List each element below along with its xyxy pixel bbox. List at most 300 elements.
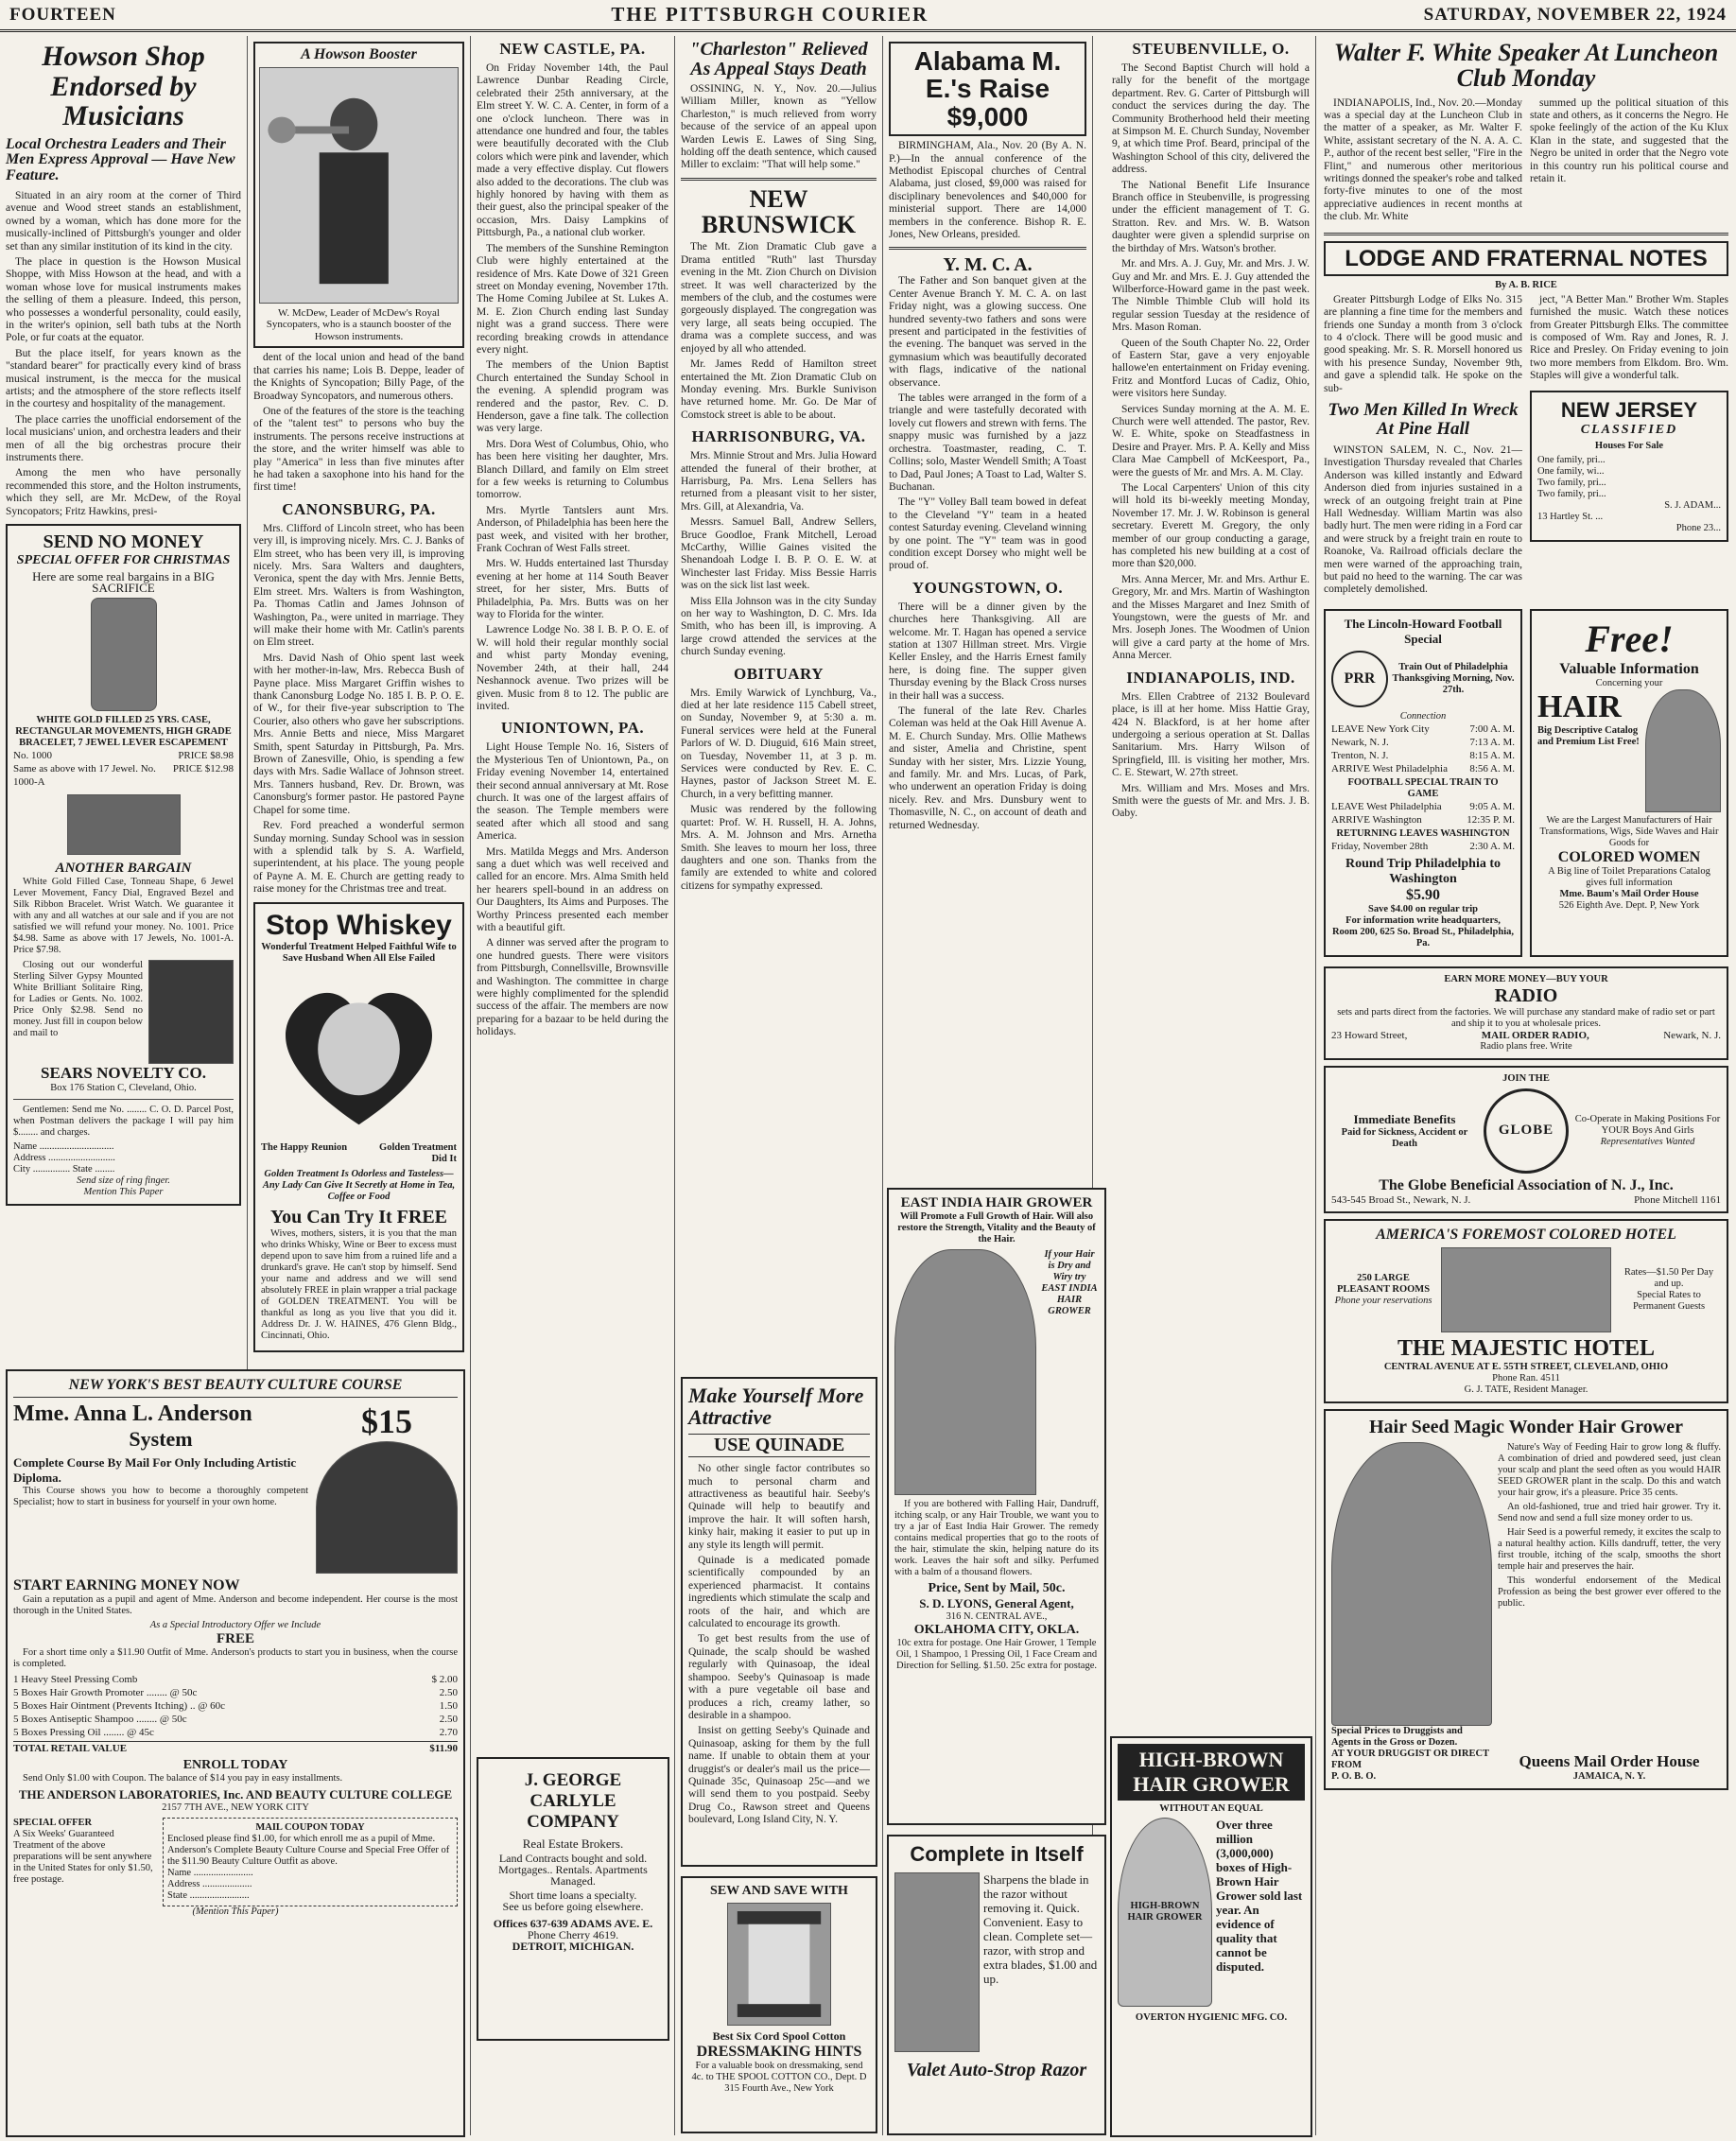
sewsave-best: Best Six Cord Spool Cotton [712,2029,846,2043]
hairseed-city: JAMAICA, N. Y. [1572,1770,1646,1782]
lincoln-connection: Connection [1399,710,1447,722]
carlyle-line5: Offices 637-639 ADAMS AVE. E. [493,1917,653,1930]
steubenville-p1: The Second Baptist Church will hold a rally for the benefit of the mortgage department. Rev. G. Carter of Pittsburgh will conduct the services during the day. The Community Brotherhood held their meeting at Simpson M. E. Church Sunday, November 9, at which time Prof. Beard, principal of the Washington School of this city, delivered the address. [1112,62,1310,176]
lincoln-special-row [1331,813,1515,827]
newjersey-l1: One family, pri... [1537,454,1606,465]
steubenville-p5: Services Sunday morning at the A. M. E. Church were well attended. The pastor, Rev. W. E. White, spoke on Steadfastness in Desire and Prayer. Mrs. P. A. Kelly and Miss Clara Mae Campbell of McKeesport, Pa., were the guests of Mr. and Mrs. A. M. Clay. [1112,403,1310,479]
east-india-ad [887,1188,1106,1825]
beauty-special-offer: SPECIAL OFFER [13,1818,93,1828]
hairseed-p1: Nature's Way of Feeding Hair to grow long & fluffy. A combination of dried and powdered seed, just clean your scalp and plant the seed often as you would HAIR SEED GROWER plant in the scalp. Do this and watch your hair grow, it's a pleasure. Price 35 cents. [1498,1441,1721,1498]
globe-phone: Phone Mitchell 1161 [1634,1193,1721,1206]
canonsburg-dateline: CANONSBURG, PA. [282,499,436,518]
hairseed-pobo: P. O. B. O. [1331,1770,1377,1782]
howson-p3: But the place itself, for years known as the "standard bearer" for practically every kind of brass musical instrument, is the mecca for the musical artists; and the atmosphere of the store reflects itself in the courtesy and hospitality of the management. [6,347,241,410]
beauty-item-label: 5 Boxes Antiseptic Shampoo ........ @ 50c [13,1714,187,1725]
whiskey-sub: Wonderful Treatment Helped Faithful Wife to Save Husband When All Else Failed [261,941,457,964]
lincoln-connection-row [1331,749,1515,762]
carlyle-ad [477,1757,669,2041]
globe-paid: Paid for Sickness, Accident or Death [1341,1126,1468,1149]
lincoln-return-row: Friday, November 28th 2:30 A. M. [1331,840,1515,852]
bargain-text: White Gold Filled Case, Tonneau Shape, 6 Jewel Lever Movement, Fancy Dial, Engraved Bezel and Silk Ribbon Bracelet. Wrist Watch. We guarantee it with any and all watches at our sale and if you are not satisfied we will refund your money. No. 1001. Price $4.98. Same as above with 17 Jewels, No. 1001-A. Price $7.98. [13,877,234,956]
newcastle-p7: Lawrence Lodge No. 38 I. B. P. O. E. of W. will hold their regular monthly social and whist party Monday evening, November 24th, at their hall, 244 Neshannock avenue. Two prizes will be given. Music from 8 to 12. The public are invited. [477,624,668,712]
sewsave-ad [681,1876,877,2133]
lincoln-connection-value: 8:56 A. M. [1469,762,1515,775]
howson-p4: The place carries the unofficial endorsement of the local musicians' union, and orchestra leaders and their men of all the big orchestras procure their instruments there. [6,413,241,464]
canonsburg-p2: Mrs. David Nash of Ohio spent last week with her mother-in-law, Mrs. Rebecca Bush of Payne place. Miss Margaret Griffin wishes to thank Canonsburg Lodge No. 185 I. B. P. O. E. of W., for their five-year subscription to The Courier, also others who gave her subscriptions. Mrs. Annie Betts and niece, Miss Margaret Smith, spent Saturday in Pittsburgh, Pa. Mrs. Brown of Zanesville, Ohio, is spending a few days with Mrs. Sadie Wallace of Johnson street. Mrs. Tanners husband, Rev. Dr. Brown, was Canonsburg's former pastor. He pastored Payne Chapel for some time. [253,652,464,816]
lincoln-connection-row [1331,722,1515,736]
globe-addr: 543-545 Broad St., Newark, N. J. [1331,1193,1471,1206]
carlyle-line4: See us before going elsewhere. [502,1900,644,1913]
radio-addr: 23 Howard Street, [1331,1029,1408,1041]
sears-coupon: Gentlemen: Send me No. ........ C. O. D. Parcel Post, when Postman delivers the package I will pay him $........ and charges. [13,1105,234,1139]
beauty-free-desc: For a short time only a $11.90 Outfit of Mme. Anderson's products to start you in business, when the course is completed. [13,1647,458,1669]
beauty-item-value: $ 2.00 [431,1674,458,1685]
lincoln-fare: $5.90 [1406,886,1440,903]
price1: PRICE $8.98 [178,750,234,762]
page-number: FOURTEEN [9,4,116,25]
radio-plans: Radio plans free. Write [1480,1040,1572,1052]
beauty-item-row [13,1726,458,1739]
hairseed-special: Special Prices to Druggists and Agents in the Gross or Dozen. [1331,1725,1463,1748]
majestic-addr: CENTRAL AVENUE AT E. 55TH STREET, CLEVELAND, OHIO [1383,1361,1669,1372]
beauty-name: Mme. Anna L. Anderson [13,1401,252,1426]
east-india-body: If you are bothered with Falling Hair, Dandruff, itching scalp, or any Hair Trouble, we want you to try a jar of East India Hair Grower. The remedy contains medical properties that go to the roots of the hair, stimulate the skin, helping nature do its work. Leaves the hair soft and silky. Perfumed with a balm of a thousand flowers. [894,1499,1099,1577]
hairseed-ad [1324,1409,1728,1790]
howson-p1: Situated in an airy room at the corner of Third avenue and Wood street stands an establishment, owned by a woman, which has done more for the musically-inclined of Pittsburgh's younger and older set than any similar institution of its kind in the city. [6,189,241,252]
newjersey-phone: Phone 23... [1675,522,1721,533]
newcastle-p1: On Friday November 14th, the Paul Lawrence Dunbar Reading Circle, celebrated their 25th anniversary, at the Elm street Y. W. C. A. Center, in form of a one o'clock luncheon. There was in attendance one hundred and four, the tables were beautifully decorated with the Club colors which were pink and lavender, which made a very effective display. Cut flowers also added to the decorations. The club was highly honored by having with them as their guest, also the principal speaker of the occasion, Mrs. Daisy Lampkins of Pittsburgh, Pa., a national club worker. [477,62,668,239]
ring-image [148,960,234,1064]
sewsave-hints: DRESSMAKING HINTS [696,2044,862,2060]
beauty-price: $15 [361,1402,412,1440]
hotel-building-image [1441,1247,1611,1332]
beauty-start-desc: Gain a reputation as a pupil and agent of Mme. Anderson and become independent. Her course is the most thorough in the United States. [13,1594,458,1616]
highbrown-desc: Over three million (3,000,000) boxes of High-Brown Hair Grower sold last year. An evidence of quality that cannot be disputed. [1216,1818,1303,1974]
lincoln-connection-label: ARRIVE West Philadelphia [1331,762,1448,775]
ymca-p2: The tables were arranged in the form of a triangle and were tastefully decorated with lovely cut flowers and strewn with ferns. The snappy music was furnished by a jazz orchestra. Toastmaster, reading, C. T. Collins; solo, Master Wendell Smith; A Toast to Dad, Paul Jones; A Toast to Lad, Walter S. Buchanan. [889,392,1086,493]
howson-p2: The place in question is the Howson Musical Shoppe, with Miss Howson at the head, and with a woman whose love for musical instruments makes the selling of them a pleasure. Indeed, this person, who possesses a wonderful personality, could easily, in the writer's opinion, sell bath tubs at the North Pole, or fur coats at the equator. [6,255,241,344]
east-india-agent-addr: 316 N. CENTRAL AVE., [946,1611,1048,1622]
lincoln-round: Round Trip Philadelphia to Washington [1345,856,1502,886]
quinade-title: Make Yourself More Attractive [688,1384,864,1430]
lodge-title: LODGE AND FRATERNAL NOTES [1345,245,1708,271]
radio-earn: EARN MORE MONEY—BUY YOUR [1444,973,1608,984]
youngstown-p1: There will be a dinner given by the churches here Thanksgiving. All are welcome. Mr. T. Hagan has opened a service station at 1307 Hillman street. Mrs. Virgie Keller Ensley, and the Harris Ernest family here, is doing fine. The supper given Thursday evening by the Black Cross nurses in their hall was a success. [889,601,1086,702]
beauty-item-label: 5 Boxes Pressing Oil ........ @ 45c [13,1727,154,1738]
newjersey-houses: Houses For Sale [1594,440,1664,451]
send-money-sub: SPECIAL OFFER FOR CHRISTMAS [16,553,231,568]
hair-valuable: Valuable Information [1559,660,1699,677]
newjersey-l4: Two family, pri... [1537,488,1606,499]
lincoln-connection-value: 7:13 A. M. [1469,736,1515,748]
uniontown-p2: Mrs. Matilda Meggs and Mrs. Anderson sang a duet which was well received and called for an encore. Mrs. Alma Smith held her hearers spell-bound in an address on Our Daughters, Its Aims and Purposes. The Worthy Princess presented each member with a beautiful gift. [477,845,668,933]
beauty-coupon-state: State ........................ [167,1890,250,1901]
alabama-box [889,42,1086,136]
lodge-by: By A. B. RICE [1495,279,1557,290]
ring-size: Send size of ring finger. [77,1175,170,1187]
beauty-item-label: 5 Boxes Hair Ointment (Prevents Itching) .. @ 60c [13,1700,225,1712]
howson-headline: Howson Shop Endorsed by Musicians [42,41,205,131]
highbrown-without: WITHOUT AN EQUAL [1159,1803,1263,1814]
carlyle-line7: DETROIT, MICHIGAN. [512,1940,634,1953]
watch1-desc: WHITE GOLD FILLED 25 YRS. CASE, RECTANGULAR MOVEMENTS, HIGH GRADE BRACELET, 7 JEWEL LEVER ESCAPEMENT [15,715,232,749]
steubenville-p4: Queen of the South Chapter No. 22, Order of Eastern Star, gave a very enjoyable hallowe'en entertainment on Friday evening. Fritz and Montford Lucas of Cadiz, Ohio, were visitors here Sunday. [1112,337,1310,400]
beauty-enroll-desc: Send Only $1.00 with Coupon. The balance of $14 you pay in easy installments. [23,1773,343,1784]
coupon-address: Address ........................... [13,1153,115,1164]
hairseed-p2: An old-fashioned, true and tried hair grower. Try it. Send now and send a full size money order to us. [1498,1501,1721,1523]
globe-logo-icon: GLOBE [1484,1088,1569,1174]
booster-box [253,42,464,348]
newjersey-l2: One family, wi... [1537,465,1605,477]
prr-logo-icon: PRR [1331,651,1388,707]
beauty-item-row [13,1713,458,1726]
east-india-price: Price, Sent by Mail, 50c. [928,1581,1066,1595]
beauty-banner: NEW YORK'S BEST BEAUTY CULTURE COURSE [13,1377,458,1398]
sears-company: SEARS NOVELTY CO. [41,1064,206,1083]
brunswick-headline: NEW BRUNSWICK [701,184,857,239]
obituary-title: OBITUARY [733,664,825,683]
ymca-p3: The "Y" Volley Ball team bowed in defeat to the Cleveland "Y" team in a heated contest Saturday evening. Cleveland winning by one point. The "Y" team was in good condition except Dorsey who might well be proud of. [889,496,1086,572]
booster-p1: dent of the local union and head of the band that carries his name; Lois B. Deppe, leader of the Knights of Syncopation; Billy Page, of the Broadway Syncopators, and numerous others. [253,352,464,402]
lincoln-connection-value: 7:00 A. M. [1469,722,1515,735]
lincoln-return-head: RETURNING LEAVES WASHINGTON [1336,827,1510,839]
majestic-name: THE MAJESTIC HOTEL [1397,1335,1656,1361]
whiskey-body: Wives, mothers, sisters, it is you that the man who drinks Whisky, Wine or Beer to excess must depend upon to save him from a ruined life and a drunkard's grave. He can't stop by himself. Send your name and address and we will send absolutely FREE in plain wrapper a trial package of GOLDEN TREATMENT. You will be thankful as long as you live that you did it. Address Dr. J. W. HAINES, 476 Glenn Bldg., Cincinnati, Ohio. [261,1227,457,1341]
price1-label: No. 1000 [13,750,52,762]
east-india-city: OKLAHOMA CITY, OKLA. [913,1623,1080,1637]
hair-colored: COLORED WOMEN [1557,848,1701,865]
price-row-2 [13,762,234,789]
lincoln-special-label: LEAVE West Philadelphia [1331,800,1442,812]
quinade-ad [681,1377,877,1867]
heart-icon [261,968,457,1139]
beauty-coupon-name: Name ........................ [167,1868,253,1878]
price2-label: Same as above with 17 Jewel. No. 1000-A [13,763,156,789]
ymca-p1: The Father and Son banquet given at the Center Avenue Branch Y. M. C. A. on last Friday night, was a glowing success. One hundred seventy-two fathers and sons were present and participated in the festivities of the evening. The banquet was served in the gymnasium which was beautifully decorated with flags, indicative of the national observance. [889,275,1086,389]
lincoln-ad [1324,609,1522,957]
harrisonburg-p3: Miss Ella Johnson was in the city Sunday on her way to Washington, D. C. Mrs. Ida Smith, who has been ill, is improving. A large crowd attended the services at the church Sunday evening. [681,595,877,658]
carlyle-line2: Land Contracts bought and sold. Mortgages.. Rentals. Apartments Managed. [498,1852,648,1888]
harrisonburg-p2: Messrs. Samuel Ball, Andrew Sellers, Bruce Goodloe, Frank Mitchell, Leroad McCarthy, Willie Gaines visited the Shenandoah Lodge I. B. P. O. E. W. at Winchester last Friday. Miss Bessie Harris was on the sick list last week. [681,516,877,592]
whiskey-caption-right: Golden Treatment Did It [379,1141,457,1164]
autostrop-title: Complete in Itself [910,1842,1084,1866]
indianapolis-p1: Mrs. Ellen Crabtree of 2132 Boulevard place, is ill at her home. Miss Hattie Gray, 424 N. Blackford, is at her home after undergoing a serious operation at St. Dallas Sanitarium. Mrs. Harry Wilson of Springfield, Ill. is visiting her mother, Mrs. C. E. Stewart, W. 27th street. [1112,690,1310,779]
hair-company: Mme. Baum's Mail Order House [1559,888,1699,899]
pinehall-headline: Two Men Killed In Wreck At Pine Hall [1328,400,1519,440]
quinade-p4: Insist on getting Seeby's Quinade and Quinasoap, asking for them by the full name. If unable to obtain them at your druggist's or dealer's mail us the price—Quinade 35c, Quinasoap 25c—and we will send them to you postpaid. Seeby Drug Co., Rawson street and Queens boulevard, Long Island City, N. Y. [688,1725,870,1826]
lincoln-info: For information write headquarters, [1345,914,1501,926]
indianapolis-dateline: INDIANAPOLIS, IND. [1126,668,1295,687]
hair-line: A Big line of Toilet Preparations Catalog gives full information [1548,865,1710,888]
mme-baum-ad [1530,609,1728,957]
whiskey-cta: You Can Try It FREE [269,1206,448,1227]
beauty-item-value: 2.70 [439,1727,458,1738]
beauty-item-row [13,1686,458,1699]
send-money-title: SEND NO MONEY [43,531,204,553]
beauty-coupon-address: Address .................... [167,1879,252,1889]
canonsburg-p3: Rev. Ford preached a wonderful sermon Sunday morning. Sunday School was in session with a splendid talk by S. A. Warfield, superintendent, at his place. The young people of Payne A. M. E. Church are getting ready to raise money for the Christmas tree and treat. [253,820,464,896]
price-row-1 [13,749,234,762]
majestic-permanent: Special Rates to Permanent Guests [1632,1289,1706,1312]
globe-coop: Co-Operate in Making Positions For YOUR Boys And Girls [1574,1113,1721,1136]
beauty-culture-ad [6,1369,465,2137]
sears-mention: Mention This Paper [83,1187,164,1198]
watch-image [91,598,157,711]
beauty-coupon-title: MAIL COUPON TODAY [255,1822,365,1833]
hairseed-company: Queens Mail Order House [1519,1751,1700,1770]
hair-addr: 526 Eighth Ave. Dept. P, New York [1558,899,1700,911]
newcastle-p6: Mrs. W. Hudds entertained last Thursday evening at her home at 114 South Beaver street, for her sister, Mrs. Butts of Philadelphia, Pa. Mrs. Butts was on her way to Florida for the winter. [477,558,668,621]
lodge-p1: Greater Pittsburgh Lodge of Elks No. 315 are planning a fine time for the members and friends one Sunday a month from 3 o'clock to 4 o'clock. There will be good music and good speaking. Mr. S. R. Morsell honored us with his presence Sunday, November 9th, and gave a splendid talk. He spoke on the sub- [1324,293,1522,394]
autostrop-brand: Valet Auto-Strop Razor [906,2060,1087,2080]
newjersey-title: NEW JERSEY [1560,397,1698,422]
lodge-p2: ject, "A Better Man." Brother Wm. Staples furnished the music. Watch these notices from Greater Pittsburgh Elks. The committee is composed of Wm. Ray and Jones, R. J. Rice and Presley. On Friday evening to join two more members from Elkdom. Bro. Wm. Staples will give a wonderful talk. [1530,293,1728,382]
beauty-item-value: 2.50 [439,1687,458,1698]
lodge-box [1324,241,1728,276]
lincoln-room: Room 200, 625 So. Broad St., Philadelphia, Pa. [1331,926,1515,949]
beauty-total-row [13,1741,458,1755]
charleston-headline: "Charleston" Relieved As Appeal Stays Death [689,39,868,79]
thread-spool-icon [728,1904,830,2025]
column-7 [1316,36,1736,2135]
sewsave-title: SEW AND SAVE WITH [710,1884,848,1898]
beauty-system: System [129,1427,193,1451]
white-p1: INDIANAPOLIS, Ind., Nov. 20.—Monday was a special day at the Luncheon Club in the matter of a speaker, as Mr. Walter F. White, assistant secretary of the N. A. A. C. P., author of the recent best seller, "Fire in the Flint," and numerous other meritorious writings donned the speaker's robe and talked forty-five minutes to one of the most appreciative audiences in recent months at the club. Mr. White [1324,96,1522,223]
hair-hair: HAIR [1537,688,1622,724]
obituary-p2: Music was rendered by the following quartet: Prof. W. H. Russell, H. A. Johns, Mrs. A. M. Johnson and Mrs. Arnetha Smith. She leaves to mourn her loss, three daughters and one son. Thanks from the family are extended to white and colored citizens for sympathy expressed. [681,804,877,892]
white-p2: summed up the political situation of this state and others, as it concerns the Negro. He spoke feelingly of the action of the Ku Klux Klan in the state, and suggested that the Negro be united in order that the Negro vote in this country run his political course and retain it. [1530,96,1728,185]
radio-desc: sets and parts direct from the factories. We will purchase any standard make of radio set or part and ship it to you at wholesale prices. [1337,1006,1715,1029]
bargain-title: ANOTHER BARGAIN [55,861,192,877]
newcastle-dateline: NEW CASTLE, PA. [499,40,646,58]
globe-join: JOIN THE [1502,1072,1550,1084]
whiskey-title: Stop Whiskey [266,909,452,941]
hair-free: Free! [1585,617,1674,660]
radio-city: Newark, N. J. [1663,1029,1721,1041]
charleston-p1: OSSINING, N. Y., Nov. 20.—Julius William Miller, known as "Yellow Charleston," is much relieved from worry because of the service of an appeal upon Warden Lewis E. Lawes of Sing Sing, holding off the death sentence, which caused Miller to exclaim: "That will help some." [681,83,877,171]
majestic-rooms: 250 LARGE PLEASANT ROOMS [1336,1272,1431,1295]
east-india-woman [894,1249,1036,1495]
quinade-p3: To get best results from the use of Quinade, the scalp should be washed regularly with Quinasoap, the ideal shampoo. Seeby's Quinasoap is made with a pure vegetable oil base and produces a rich, creamy lather, so desirable in a shampoo. [688,1633,870,1721]
beauty-item-label: 5 Boxes Hair Growth Promoter ........ @ 50c [13,1687,198,1698]
beauty-item-row [13,1699,458,1713]
carlyle-line3: Short time loans a specialty. [509,1889,637,1902]
hair-woman-image [1645,689,1721,812]
hair-concerning: Concerning your [1595,677,1663,688]
globe-immediate: Immediate Benefits [1353,1111,1456,1126]
beauty-start: START EARNING MONEY NOW [13,1577,240,1593]
newjersey-l3: Two family, pri... [1537,477,1606,488]
lincoln-connection-label: Trenton, N. J. [1331,749,1389,761]
lincoln-connection-row [1331,736,1515,749]
steubenville-p6: The Local Carpenters' Union of this city will hold its bi-weekly meeting Monday, November 17. Mr. J. W. Robinson is general secretary. Everett M. Gregory, the only member of our group conducting a garage, has completed his new building at a cost of more than $20,000. [1112,482,1310,570]
lincoln-special-label: ARRIVE Washington [1331,813,1422,826]
alabama-p1: BIRMINGHAM, Ala., Nov. 20 (By A. N. P.)—In the annual conference of the Methodist Episcopal churches of Central Alabama, just closed, $9,000 was raised for disciplinary benevolences and $40,000 for ministerial support. There are 14,000 members in the conference. Bishop R. E. Jones, New Orleans, presided. [889,140,1086,241]
lincoln-connection-value: 8:15 A. M. [1469,749,1515,761]
lincoln-special-value: 12:35 P. M. [1467,813,1515,826]
east-india-sub: Will Promote a Full Growth of Hair. Will also restore the Strength, Vitality and the Beauty of the Hair. [897,1211,1096,1245]
newcastle-p2: The members of the Sunshine Remington Club were highly entertained at the residence of Mrs. Kate Dowe of 321 Green street on Monday evening, November 17th. The Home Coming Jubilee at St. Lukes A. M. E. Zion Church ending last Sunday night was a grand success. There were recording breaking crowds in attendance every night. [477,242,668,356]
autostrop-desc: Sharpens the blade in the razor without removing it. Quick. Convenient. Easy to clean. Complete set—razor, with strop and extra blades, $1.00 and up. [983,1872,1098,1986]
razor-image [894,1872,980,2052]
white-headline: Walter F. White Speaker At Luncheon Club Monday [1333,39,1719,93]
carlyle-name: J. GEORGE CARLYLE COMPANY [524,1770,622,1832]
majestic-banner: AMERICA'S FOREMOST COLORED HOTEL [1376,1226,1676,1243]
majestic-rates: Rates—$1.50 Per Day and up. [1623,1266,1714,1289]
highbrown-can [1118,1818,1212,2007]
harrisonburg-p1: Mrs. Minnie Strout and Mrs. Julia Howard attended the funeral of their brother, at Harrisburg, Pa. Mrs. Lena Sellers has returned from a pleasant visit to her sister, Mrs. Gill, at Alexandria, Va. [681,450,877,513]
brunswick-p2: Mr. James Redd of Hamilton street entertained the Mt. Zion Dramatic Club on Monday evening. Mrs. Burkle Sunivison have returned home. Mr. Go. De Mar of Comstock street is able to be about. [681,358,877,421]
quinade-use: USE QUINADE [688,1434,870,1457]
east-india-extra: 10c extra for postage. One Hair Grower, 1 Temple Oil, 1 Shampoo, 1 Pressing Oil, 1 Face Cream and Direction for Selling. $1.50. 25c extra for postage. [895,1638,1098,1671]
beauty-lab: THE ANDERSON LABORATORIES, Inc. AND BEAUTY CULTURE COLLEGE [18,1787,453,1802]
beauty-enroll: ENROLL TODAY [182,1758,288,1772]
east-india-agent: S. D. LYONS, General Agent, [919,1596,1074,1610]
issue-date: SATURDAY, NOVEMBER 22, 1924 [1423,4,1727,25]
majestic-reserve: Phone your reservations [1334,1295,1432,1306]
newjersey-classified: CLASSIFIED [1580,422,1678,437]
newjersey-agent: S. J. ADAM... [1664,499,1721,511]
beauty-special-offer-desc: A Six Weeks' Guaranteed Treatment of the above preparations will be sent anywhere in the United States for only $1.50, free postage. [13,1829,153,1885]
youngstown-p2: The funeral of the late Rev. Charles Coleman was held at the Oak Hill Avenue A. M. E. Church Sunday. Mrs. Ollie Mathews and sister, Amelia and Christine, spent Sunday with her sister, Mrs. Lizzie Young, and family. Mr. and Mrs. Lucas, of Park, who underwent an operation Friday is doing nicely. Rev. and Mrs. Dunsbury went to Thomasville, N. C., on account of death and returned Wednesday. [889,705,1086,831]
alabama-headline: Alabama M. E.'s Raise $9,000 [913,46,1062,131]
steubenville-dateline: STEUBENVILLE, O. [1132,40,1290,58]
globe-name: The Globe Beneficial Association of N. J., Inc. [1379,1176,1674,1193]
pinehall-p1: WINSTON SALEM, N. C., Nov. 21—Investigation Thursday revealed that Charles Anderson was killed instantly and Edward Anderson died from injuries sustained in a wreck of an outgoing freight train at Pine Hall Wednesday. William Martin was also badly hurt. The men were riding in a Ford car and were struck by a freight train en route to Roanoke, Va. Railroad officials declare the men were warned of the approaching train, but paid no heed to the warning. The car was completely demolished. [1324,444,1522,596]
beauty-item-row [13,1673,458,1686]
autostrop-ad [887,1835,1106,2135]
highbrown-ad [1110,1736,1312,2137]
radio-title: RADIO [1494,984,1558,1006]
uniontown-p1: Light House Temple No. 16, Sisters of the Mysterious Ten of Uniontown, Pa., on Friday evening November 14, entertained their second annual anniversary at Mt. Rose church. It was one of the largest affairs of the season. The Temple members were seated after which all stood and sang America. [477,741,668,843]
newspaper-title: THE PITTSBURGH COURIER [611,3,929,26]
booster-label: A Howson Booster [301,46,417,62]
coupon-city: City ............... State ........ [13,1164,115,1175]
lincoln-save: Save $4.00 on regular trip [1368,903,1478,914]
send-money-ad [6,524,241,1206]
youngstown-dateline: YOUNGSTOWN, O. [911,578,1064,597]
newcastle-p3: The members of the Union Baptist Church entertained the Sunday School in the evening. A splendid program was rendered and the pastor, Rev. C. D. Henderson, gave a fine talk. The collection was very large. [477,359,668,435]
lincoln-rows [1331,722,1515,775]
beauty-coupon[interactable] [163,1818,458,1906]
hairseed-ask: AT YOUR DRUGGIST OR DIRECT FROM [1331,1748,1489,1770]
highbrown-maker: OVERTON HYGIENIC MFG. CO. [1135,2012,1288,2023]
hairseed-woman-image [1331,1442,1492,1726]
beauty-lab-addr: 2157 7TH AVE., NEW YORK CITY [162,1802,309,1813]
beauty-special: As a Special Introductory Offer we Include [149,1620,321,1630]
lincoln-connection-row [1331,762,1515,775]
hair-we: We are the Largest Manufacturers of Hair Transformations, Wigs, Side Waves and Hair Goods for [1539,814,1719,848]
beauty-coupon-desc: Enclosed please find $1.00, for which enroll me as a pupil of Mme. Anderson's Complete Beauty Culture Course and Special Free Offer of the $11.90 Beauty Culture Outfit as above. [167,1834,450,1867]
steubenville-p3: Mr. and Mrs. A. J. Guy, Mr. and Mrs. J. W. Guy and Mr. and Mrs. E. J. Guy attended the Wilberforce-Howard game in the past week. The Nimble Thimble Club will hold its regular session Tuesday at the residence of Mrs. Mason Roman. [1112,258,1310,334]
beauty-item-value: 1.50 [439,1700,458,1712]
carlyle-line6: Phone Cherry 4619. [527,1928,619,1941]
trumpet-player-icon [260,68,458,303]
beauty-items [13,1673,458,1739]
beauty-complete: Complete Course By Mail For Only Including Artistic Diploma. [13,1455,297,1485]
indianapolis-p2: Mrs. William and Mrs. Moses and Mrs. Smith were the guests of Mr. and Mrs. J. B. Oaby. [1112,782,1310,820]
lincoln-special-value: 9:05 A. M. [1469,800,1515,812]
ymca-title: Y. M. C. A. [943,254,1033,276]
lincoln-special-head: FOOTBALL SPECIAL TRAIN TO GAME [1347,776,1499,799]
globe-ad [1324,1066,1728,1213]
beauty-desc: This Course shows you how to become a thoroughly competent Specialist; how to start in business for yourself in your own home. [13,1486,308,1507]
masthead [0,0,1736,32]
lincoln-train: Train Out of Philadelphia Thanksgiving Morning, Nov. 27th. [1392,661,1515,695]
price2: PRICE $12.98 [172,763,234,775]
beauty-total-label: TOTAL RETAIL VALUE [13,1743,128,1754]
hairseed-title: Hair Seed Magic Wonder Hair Grower [1368,1416,1683,1437]
sewsave-desc: For a valuable book on dressmaking, send 4c. to THE SPOOL COTTON CO., Dept. D 315 Fourth Ave., New York [691,2061,867,2094]
hair-big: Big Descriptive Catalog and Premium List Free! [1537,724,1640,747]
newjersey-ad [1530,391,1728,542]
harrisonburg-dateline: HARRISONBURG, VA. [691,427,866,446]
newjersey-addr: 13 Hartley St. ... [1537,511,1604,522]
booster-caption: W. McDew, Leader of McDew's Royal Syncopaters, who is a staunch booster of the Howson instruments. [266,306,452,342]
hairseed-p4: This wonderful endorsement of the Medical Profession as being the best grower ever offered to the public. [1498,1575,1721,1609]
quinade-p1: No other single factor contributes so much to personal charm and attractiveness as beautiful hair. Seeby's Quinade will help to beautify and improve the hair. It will soften harsh, kinky hair, making it easier to put up in any style its length will permit. [688,1463,870,1551]
steubenville-p7: Mrs. Anna Mercer, Mr. and Mrs. Arthur E. Gregory, Mr. and Mrs. Martin of Washington and the Misses Margaret and Inez Smith of Youngstown, were the guests of Mr. and Mrs. Joseph Jones. The Woodmen of Union will give a card party at the home of Mrs. Anna Mercer. [1112,573,1310,662]
howson-deck: Local Orchestra Leaders and Their Men Express Approval — Have New Feature. [6,135,235,184]
beauty-portrait [316,1441,458,1574]
lincoln-connection-label: Newark, N. J. [1331,736,1389,748]
coupon-name: Name .............................. [13,1141,114,1153]
majestic-ad [1324,1219,1728,1403]
booster-p2: One of the features of the store is the teaching of the "talent test" to persons who buy the instruments. The persons receive instructions at the store, and the writer himself was able to play "America" in less than five minutes after he had taken a saxophone into his hand for the first time! [253,405,464,494]
majestic-phone: Phone Ran. 4511 [1492,1372,1560,1384]
lincoln-title: The Lincoln-Howard Football Special [1344,616,1502,646]
radio-ad [1324,966,1728,1060]
beauty-item-value: 2.50 [439,1714,458,1725]
radio-company: MAIL ORDER RADIO, [1481,1029,1589,1041]
beauty-mention: (Mention This Paper) [192,1906,279,1917]
majestic-manager: G. J. TATE, Resident Manager. [1464,1384,1588,1395]
send-money-intro: Here are some real bargains in a BIG SACRIFICE [32,569,215,596]
whiskey-caption-left: The Happy Reunion [261,1141,348,1153]
lincoln-special-row [1331,800,1515,813]
sears-address: Box 176 Station C, Cleveland, Ohio. [50,1083,197,1094]
lincoln-connection-label: LEAVE New York City [1331,722,1430,735]
ring-text: Closing out our wonderful Sterling Silver Gypsy Mounted White Brilliant Solitaire Ring, for Ladies or Gents. No. 1002. Price Only $2.98. Send no money. Just fill in coupon below and mail to [13,960,143,1039]
hairseed-p3: Hair Seed is a powerful remedy, it excites the scalp to a natural healthy action. Kills dandruff, tetter, the very first trouble, itching of the scalp, smooths the short temple hair and preserves the hair. [1498,1526,1721,1572]
whiskey-note: Golden Treatment Is Odorless and Tasteless—Any Lady Can Give It Secretly at Home in Tea, Coffee or Food [262,1168,456,1202]
stop-whiskey-ad [253,902,464,1352]
mcdew-photo [259,67,459,304]
canonsburg-p1: Mrs. Clifford of Lincoln street, who has been very ill, is improving nicely. Mrs. C. J. Banks of Elm street, who has been very ill, is improving nicely. Mrs. Sara Walters and daughters, Veronica, spent the day with Mrs. Jennie Betts, Elm street. Mrs. Walters is from Washington, Pa. Thomas Catlin and James Johnson of Washington, Pa., were united in marriage. They will make their home with Mr. Catlin's parents on Elm street. [253,522,464,649]
newcastle-p5: Mrs. Myrtle Tantslers aunt Mrs. Anderson, of Philadelphia has been here the past week, and visited with her brother, Frank Cochran of West Falls street. [477,504,668,555]
watch2-image [67,794,181,855]
globe-reps: Representatives Wanted [1600,1136,1695,1147]
beauty-item-label: 1 Heavy Steel Pressing Comb [13,1674,138,1685]
highbrown-can-label: HIGH-BROWN HAIR GROWER [1127,1901,1203,1923]
brunswick-p1: The Mt. Zion Dramatic Club gave a Drama entitled "Ruth" last Thursday evening in the Mt. Zion Church on Division street. It was well characterized by the members of the club, and the costumes were gorgeously displayed. The congregation was very large, all seats being occupied. The drama was a complete success, and was enjoyed by all who attended. [681,241,877,355]
carlyle-line1: Real Estate Brokers. [522,1836,624,1851]
lincoln-special-rows [1331,800,1515,827]
beauty-total: $11.90 [429,1743,458,1754]
uniontown-p3: A dinner was served after the program to one hundred guests. There were visitors from Pittsburgh, Connellsville, Brownsville and Washington. The committee in charge were highly complimented for the splendid success of the affair. The members are now preparing for a bazaar to be held during the holidays. [477,937,668,1038]
spool-icon [727,1903,831,2026]
beauty-free: FREE [216,1631,254,1646]
steubenville-p2: The National Benefit Life Insurance Branch office in Steubenville, is progressing under the efficient management of T. G. Stratton. Rev. and Mrs. W. B. Watson daughter were given a splendid surprise on the birthday of Mrs. Watson's brother. [1112,179,1310,254]
newcastle-p4: Mrs. Dora West of Columbus, Ohio, who has been here visiting her daughter, Mrs. Blanch Dillard, and family on Elm street for a few weeks is returning to Columbus tomorrow. [477,438,668,501]
east-india-title: EAST INDIA HAIR GROWER [900,1195,1093,1210]
highbrown-title: HIGH-BROWN HAIR GROWER [1118,1744,1305,1801]
uniontown-dateline: UNIONTOWN, PA. [500,719,645,738]
quinade-p2: Quinade is a medicated pomade scientifically compounded by an experienced pharmacist. It contains ingredients which stimulate the scalp and roots of the hair, and which are calculated to encourage its growth. [688,1555,870,1630]
obituary-p1: Mrs. Emily Warwick of Lynchburg, Va., died at her late residence 115 Cabell street, on Sunday, November 9, at 5:30 a. m. Funeral services were held at the Funeral Parlors of W. D. Diuguid, 616 Main street, on Tuesday, November 11, at 3 p. m. Services were conducted by Rev. E. C. Haynes, pastor of Jackson Street M. E. Church, in a very befitting manner. [681,687,877,800]
east-india-side: If your Hair is Dry and Wiry try EAST INDIA HAIR GROWER [1041,1249,1098,1316]
howson-p5: Among the men who have personally recommended this store, and the Holton instruments, which they sell, are Mr. McDew, of the Royal Syncopators; Fritz Hawkins, presi- [6,467,241,517]
